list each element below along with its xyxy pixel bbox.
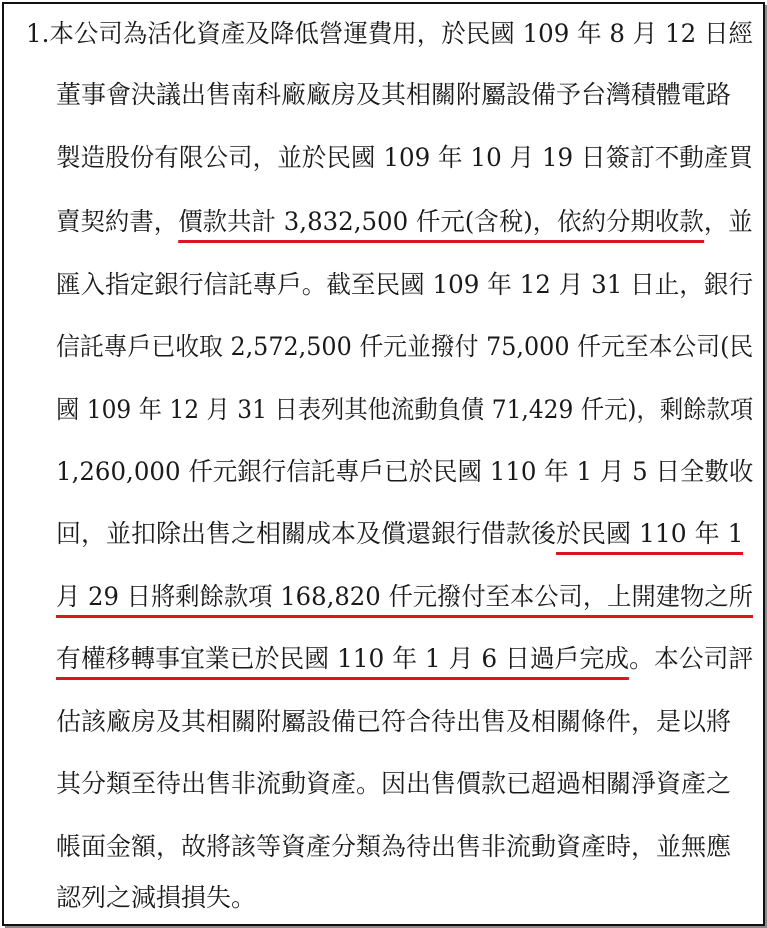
- underlined-transfer-text: 有權移轉事宜業已於民國 110 年 1 月 6 日過戶完成: [56, 644, 629, 680]
- text-segment: 認列之減損損失。: [56, 883, 257, 912]
- text-segment: 1,260,000 仟元銀行信託專戶已於民國 110 年 1 月 5 日全數收: [56, 457, 754, 486]
- text-segment: 本公司為活化資產及降低營運費用，於民國 109 年 8 月 12 日經: [49, 19, 753, 48]
- note-paragraph: [4, 4, 763, 924]
- text-line: [56, 142, 753, 174]
- text-line: [56, 831, 731, 863]
- text-line: [56, 643, 753, 675]
- text-segment: 賣契約書，: [56, 207, 179, 236]
- text-line: [56, 768, 731, 800]
- underlined-payment-text: 月 29 日將剩餘款項 168,820 仟元撥付至本公司，上開建物之所: [56, 582, 753, 618]
- text-segment: 回，並扣除出售之相關成本及償還銀行借款後: [56, 519, 557, 548]
- text-segment: 信託專戶已收取 2,572,500 仟元並撥付 75,000 仟元至本公司(民: [56, 332, 754, 361]
- text-line: [56, 269, 753, 301]
- text-segment: 其分類至待出售非流動資產。因出售價款已超過相關淨資產之: [56, 769, 732, 798]
- text-line: [56, 331, 753, 363]
- text-segment: 。本公司評: [629, 644, 754, 673]
- text-line: [56, 394, 753, 426]
- text-line: [56, 882, 256, 914]
- text-line: [56, 581, 753, 613]
- text-segment: 國 109 年 12 月 31 日表列其他流動負債 71,429 仟元)，剩餘款項: [56, 395, 754, 424]
- text-segment: 製造股份有限公司，並於民國 109 年 10 月 19 日簽訂不動產買: [56, 143, 754, 172]
- note-number: 1.: [26, 19, 50, 48]
- underlined-date-text: 於民國 110 年 1: [556, 519, 743, 555]
- text-segment: 董事會決議出售南科廠廠房及其相關附屬設備予台灣積體電路: [56, 80, 732, 109]
- text-segment: 估該廠房及其相關附屬設備已符合待出售及相關條件，是以將: [56, 707, 732, 736]
- text-line: [56, 706, 731, 738]
- text-line: [26, 18, 753, 50]
- text-line: [56, 456, 753, 488]
- document-frame: [2, 2, 765, 926]
- text-segment: ，並: [703, 207, 753, 236]
- text-line: [56, 518, 743, 550]
- text-segment: 帳面金額，故將該等資產分類為待出售非流動資產時，並無應: [56, 832, 732, 861]
- text-line: [56, 206, 753, 238]
- text-line: [56, 79, 731, 111]
- text-segment: 匯入指定銀行信託專戶。截至民國 109 年 12 月 31 日止，銀行: [56, 270, 754, 299]
- underlined-price-text: 價款共計 3,832,500 仟元(含稅)，依約分期收款: [178, 207, 704, 243]
